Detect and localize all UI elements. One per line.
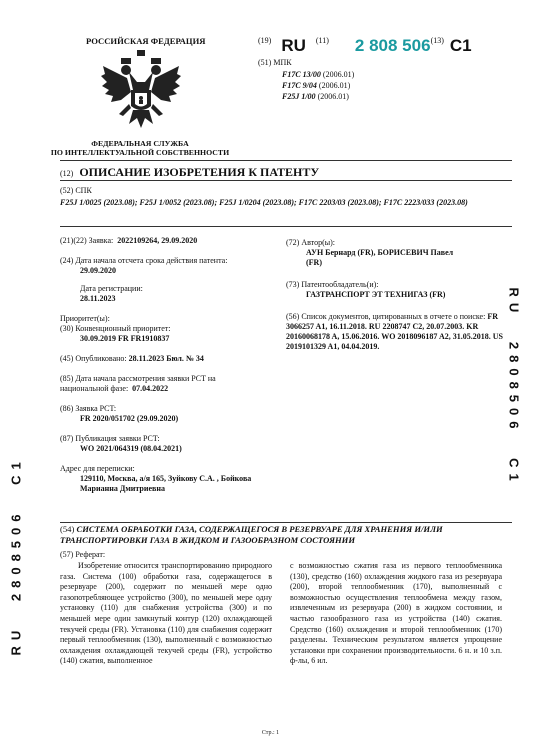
patent-number: 2 808 506: [354, 36, 431, 55]
owner-value: ГАЗТРАНСПОРТ ЭТ ТЕХНИГАЗ (FR): [306, 290, 446, 299]
invention-title-text: СИСТЕМА ОБРАБОТКИ ГАЗА, СОДЕРЖАЩЕГОСЯ В РЕЗЕРВУАРЕ ДЛЯ ХРАНЕНИЯ И/ИЛИ ТРАНСПОРТИРОВКИ ГАЗА В ЖИДКОМ И ГАЗООБРАЗНОМ СОСТОЯНИИ: [60, 524, 443, 545]
patent-number-line: [258, 36, 472, 56]
mpk-item: F17C 13/00 (2006.01): [282, 70, 355, 79]
code-11: (11): [315, 36, 329, 45]
country-code: RU: [281, 36, 306, 55]
start-date-value: 29.09.2020: [80, 266, 116, 275]
cited-field: (56) Список документов, цитированных в отчете о поиске: FR 3066257 A1, 16.11.2018. RU 2208747 C2, 20.07.2003. KR 20160068178 A, 15.06.2016. WO 2018096187 A2, 31.05.2018. US 2019101329 A1, 04.04.2019.: [286, 312, 503, 351]
registration-date-value: 28.11.2023: [80, 294, 116, 303]
authors-label: (72) Автор(ы):: [286, 238, 335, 247]
mpk-item: F17C 9/04 (2006.01): [282, 81, 351, 90]
pct-publication-value: WO 2021/064319 (08.04.2021): [80, 444, 182, 453]
mpk-list: [282, 69, 354, 102]
spk-text: F25J 1/0025 (2023.08); F25J 1/0052 (2023.08); F25J 1/0204 (2023.08); F17C 2203/03 (2023.08); F17C 2223/033 (2023.08): [60, 198, 468, 207]
start-date-label: (24) Дата начала отсчета срока действия патента:: [60, 256, 228, 265]
code-19: (19): [258, 36, 272, 45]
pct-publication-label: (87) Публикация заявки PCT:: [60, 434, 160, 443]
page-footer: Стр.: 1: [261, 730, 280, 736]
rule-title: [60, 180, 512, 181]
left-column: [60, 236, 282, 494]
abstract-label: (57) Реферат:: [60, 550, 106, 559]
coat-of-arms-emblem: [99, 48, 183, 134]
rule-spk: [60, 226, 512, 227]
registration-date-label: Дата регистрации:: [80, 284, 143, 293]
agency-line-1: ФЕДЕРАЛЬНАЯ СЛУЖБА: [91, 139, 189, 148]
mpk-label: (51) МПК: [258, 58, 292, 67]
pct-application-label: (86) Заявка PCT:: [60, 404, 117, 413]
side-label-left: RU 2808506 C1: [8, 456, 24, 656]
doc-title: (12) ОПИСАНИЕ ИЗОБРЕТЕНИЯ К ПАТЕНТУ: [60, 165, 320, 179]
rule-top: [60, 160, 512, 161]
owner-label: (73) Патентообладатель(и):: [286, 280, 379, 289]
pct-start-field: (85) Дата начала рассмотрения заявки PCT на национальной фазе: 07.04.2022: [60, 374, 216, 393]
kind-code: C1: [449, 36, 472, 55]
correspondence-value: 129110, Москва, а/я 165, Зуйкову С.А. , Бойкова Марианна Дмитриевна: [80, 474, 252, 493]
convention-priority-label: (30) Конвенционный приоритет:: [60, 324, 171, 333]
code-13: (13): [430, 36, 444, 45]
published-field: (45) Опубликовано: 28.11.2023 Бюл. № 34: [60, 354, 204, 363]
invention-title: (54) СИСТЕМА ОБРАБОТКИ ГАЗА, СОДЕРЖАЩЕГОСЯ В РЕЗЕРВУАРЕ ДЛЯ ХРАНЕНИЯ И/ИЛИ ТРАНСПОРТИРОВКИ ГАЗА В ЖИДКОМ И ГАЗООБРАЗНОМ СОСТОЯНИИ: [60, 524, 443, 545]
convention-priority-value: 30.09.2019 FR FR1910837: [80, 334, 170, 343]
mpk-item: F25J 1/00 (2006.01): [282, 92, 349, 101]
pct-application-value: FR 2020/051702 (29.09.2020): [80, 414, 179, 423]
right-column: [286, 238, 508, 352]
correspondence-label: Адрес для переписки:: [60, 464, 135, 473]
side-label-right: RU 2808506 C1: [506, 287, 522, 487]
agency-line-2: ПО ИНТЕЛЛЕКТУАЛЬНОЙ СОБСТВЕННОСТИ: [50, 148, 230, 157]
rule-title54: [60, 522, 512, 523]
doc-title-text: ОПИСАНИЕ ИЗОБРЕТЕНИЯ К ПАТЕНТУ: [79, 165, 320, 179]
priority-label: Приоритет(ы):: [60, 314, 110, 323]
application-field: (21)(22) Заявка: 2022109264, 29.09.2020: [60, 236, 198, 245]
abstract-column-1: Изобретение относится транспортированию природного газа. Система (100) обработки газа, содержащегося в резервуаре (200), содержит по меньшей мере одно газопотребляющее устройство (300), по меньшей мере одну установку (110) для снабжения устройства (300) и по меньшей мере один замкнутый контур (120) охлаждающей текучей среды (FR). Установка (110) для снабжения содержит первый теплообменник (130), выполненный с возможностью охлаждения охлаждающей текучей среды (FR), устройство (140) сжатия, выполненное: [60, 561, 272, 666]
authors-value: АУН Бернард (FR), БОРИСЕВИЧ Павел (FR): [306, 248, 454, 267]
country-name: РОССИЙСКАЯ ФЕДЕРАЦИЯ: [86, 36, 206, 46]
spk-label: (52) СПК: [60, 186, 92, 195]
abstract-column-2: с возможностью сжатия газа из первого теплообменника (130), средство (160) охлаждения жидкого газа из резервуара (200), второй теплообменник (170), выполненный с возможностью осуществления теплообмена между газом, извлеченным из резервуара (200) в жидком состоянии, и частью газообразного газа из устройства (140) сжатия. Средство (160) охлаждения и второй теплообменник (170) разделены. Техническим результатом является упрощение установки при сохранении производительности. 6 н. и 10 з.п. ф-лы, 6 ил.: [290, 561, 502, 666]
